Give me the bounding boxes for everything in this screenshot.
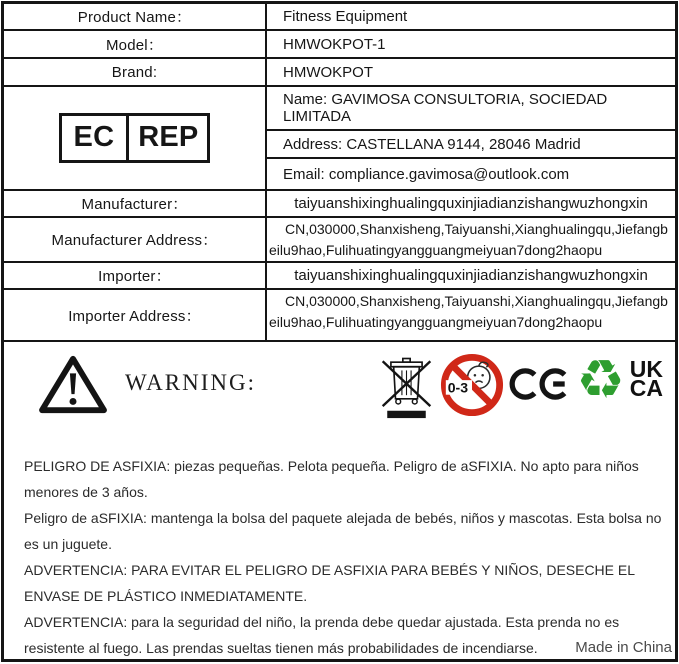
ec-rep-logo [59,113,211,163]
age-restriction-label: 0-3 [448,379,469,396]
warning-section [4,342,675,659]
manufacturer-address-label: Manufacturer Address： [4,218,267,261]
compliance-marks [378,348,665,424]
ec-rep-logo-rep: REP [126,116,207,160]
recycle-icon: ♻ [576,348,625,411]
warning-header [4,342,675,424]
brand-label: Brand: [4,59,267,85]
ec-rep-details [267,87,675,189]
warning-paragraph: ADVERTENCIA: para la seguridad del niño, la prenda debe quedar ajustada. Esta prenda no es resistente al fuego. Las prendas sueltas tienen más probabilidades de incendiarse. [24,614,620,656]
manufacturer-address-value: CN,030000,Shanxisheng,Taiyuanshi,Xianghualingqu,Jiefangbeilu9hao,Fulihuatingyangguangmeiyuan7dong2haopu [269,221,668,258]
model-label: Model： [4,31,267,57]
ukca-top: UK [629,356,663,382]
product-name-label: Product Name： [4,4,267,29]
warning-paragraphs [4,424,675,659]
importer-address-label: Importer Address： [4,290,267,340]
table-row [4,263,675,290]
importer-address-value: CN,030000,Shanxisheng,Taiyuanshi,Xianghualingqu,Jiefangbeilu9hao,Fulihuatingyangguangmeiyuan7dong2haopu [269,293,668,330]
ec-rep-address: Address: CASTELLANA 9144, 28046 Madrid [267,131,675,159]
brand-value: HMWOKPOT [283,63,373,81]
table-row [4,191,675,218]
ukca-mark-icon [629,356,663,401]
warning-paragraph: Peligro de aSFIXIA: mantenga la bolsa del paquete alejada de bebés, niños y mascotas. Esta bolsa no es un juguete. [24,510,662,552]
warning-paragraph: PELIGRO DE ASFIXIA: piezas pequeñas. Pelota pequeña. Peligro de aSFIXIA. No apto para niños menores de 3 años. [24,458,639,500]
ukca-bottom: CA [629,375,663,401]
warning-triangle-icon [38,353,108,420]
weee-bin-icon [378,353,435,424]
table-row [4,31,675,59]
table-row [4,290,675,342]
table-row [4,4,675,31]
ec-rep-row [4,87,675,191]
table-row [4,218,675,263]
model-value: HMWOKPOT-1 [283,35,386,53]
ec-rep-email: Email: compliance.gavimosa@outlook.com [283,165,570,183]
warning-paragraph: ADVERTENCIA: PARA EVITAR EL PELIGRO DE ASFIXIA PARA BEBÉS Y NIÑOS, DESECHE EL ENVASE DE PLÁSTICO INMEDIATAMENTE. [24,562,635,604]
ec-rep-name: Name: GAVIMOSA CONSULTORIA, SOCIEDAD LIMITADA [267,87,675,131]
age-restriction-0-3-icon [440,353,504,422]
ce-mark-icon [509,365,571,408]
warning-title: WARNING: [125,370,256,395]
product-name-value: Fitness Equipment [283,8,408,25]
made-in-label: Made in China [575,639,672,656]
manufacturer-label: Manufacturer： [4,191,267,216]
label-table [1,1,678,662]
ec-rep-logo-ec: EC [73,121,115,153]
table-row [4,59,675,87]
importer-value: taiyuanshixinghualingquxinjiadianzishangwuzhongxin [294,267,648,284]
importer-label: Importer： [4,263,267,288]
manufacturer-value: taiyuanshixinghualingquxinjiadianzishangwuzhongxin [294,195,648,212]
ec-rep-logo-cell [4,87,267,189]
